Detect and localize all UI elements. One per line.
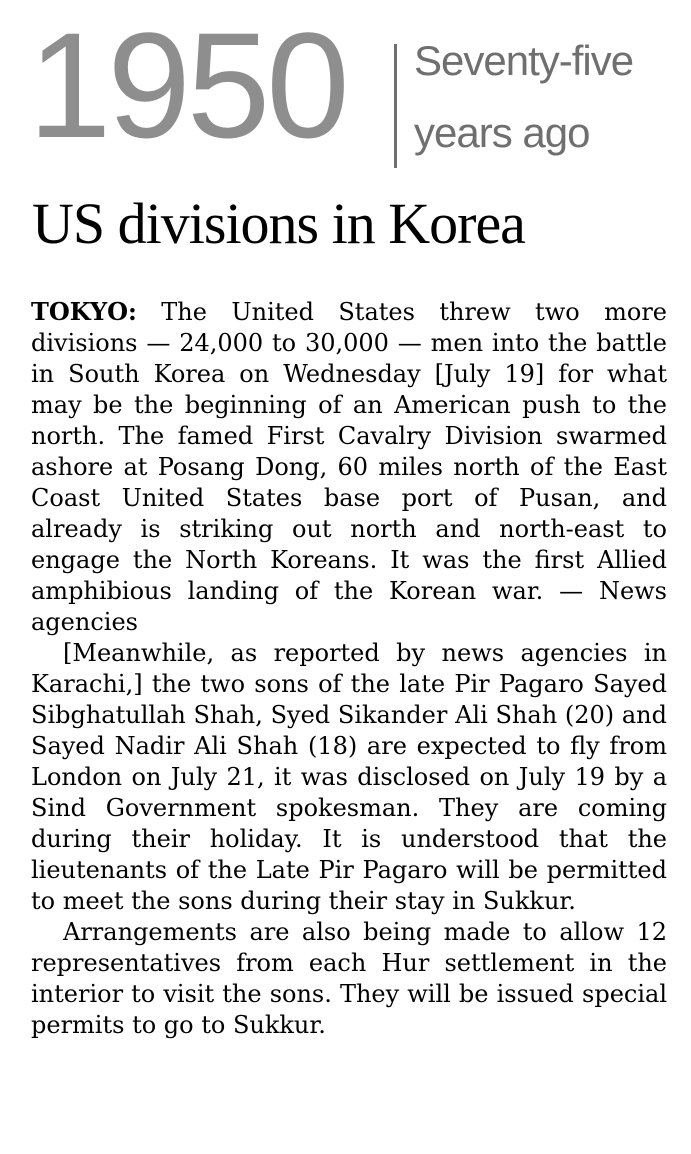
dateline: TOKYO: [31,297,137,326]
anniversary-label-line-2: years ago [414,109,590,156]
anniversary-label-line-1: Seventy-five [414,37,634,84]
article-headline: US divisions in Korea [32,191,525,256]
article-body [31,296,667,1041]
article-paragraph-2: [Meanwhile, as reported by news agencies in Karachi,] the two sons of the late Pir Pagaro Sayed Sibghatullah Shah, Syed Sikander Ali Shah (20) and Sayed Nadir Ali Shah (18) are expected to fly from London on July 21, it was disclosed on July 19 by a Sind Government spokesman. They are coming during their holiday. It is understood that the lieutenants of the Late Pir Pagaro will be permitted to meet the sons during their stay in Sukkur. [31,639,667,915]
article-paragraph-1 [31,296,667,638]
year-label: 1950 [28,1,346,169]
vertical-divider [394,44,397,168]
article-paragraph-3: Arrangements are also being made to allow 12 representatives from each Hur settlement in the interior to visit the sons. They will be issued special permits to go to Sukkur. [31,918,667,1039]
masthead [28,1,678,169]
paragraph-1-text: The United States threw two more divisions — 24,000 to 30,000 — men into the battle in South Korea on Wednesday [July 19] for what may be the beginning of an American push to the north. The famed First Cavalry Division swarmed ashore at Posang Dong, 60 miles north of the East Coast United States base port of Pusan, and already is striking out north and north-east to engage the North Koreans. It was the first Allied amphibious landing of the Korean war. — News agencies [31,298,667,636]
